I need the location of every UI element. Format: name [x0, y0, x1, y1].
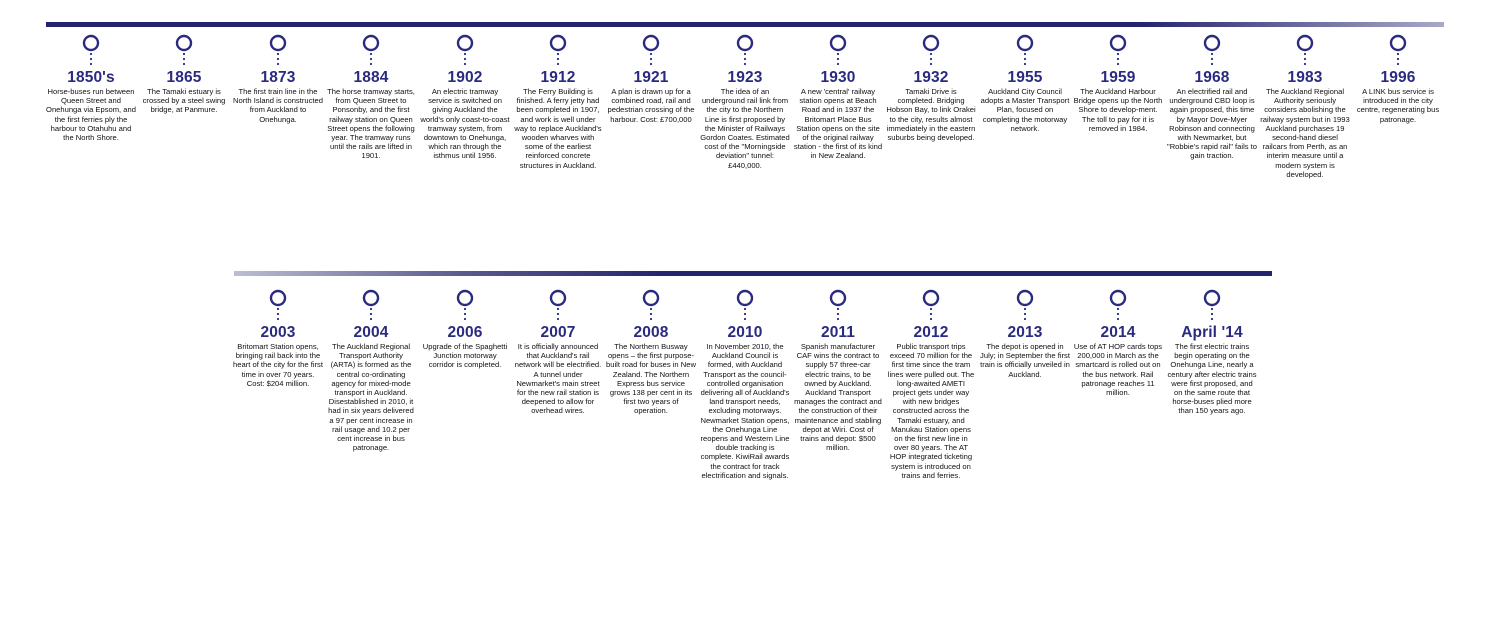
timeline-event: [420, 289, 510, 370]
connector-dot: [277, 53, 279, 55]
connector-dot: [464, 53, 466, 55]
event-description: The Tamaki estuary is crossed by a steel swing bridge, at Panmure.: [142, 87, 226, 115]
event-year: 1959: [1100, 69, 1136, 86]
connector-dot: [930, 53, 932, 55]
connector-dot: [1024, 308, 1026, 310]
timeline-event: [1167, 289, 1257, 416]
milestone-marker-icon: [921, 34, 941, 68]
milestone-marker-icon: [455, 289, 475, 323]
event-year: 1983: [1287, 69, 1323, 86]
milestone-ring-icon: [364, 291, 378, 305]
connector-dot: [650, 313, 652, 315]
timeline-event: [793, 289, 883, 452]
milestone-ring-icon: [458, 291, 472, 305]
event-description: The horse tramway starts, from Queen Street to Ponsonby, and the first railway station on Queen Street opens the following year. The tramway runs until the rails are lifted in 1901.: [327, 87, 415, 161]
milestone-marker-icon: [268, 34, 288, 68]
timeline-event: [233, 289, 323, 388]
event-year: 2010: [727, 324, 763, 341]
milestone-marker-icon: [1202, 34, 1222, 68]
connector-dot: [183, 53, 185, 55]
connector-dot: [650, 308, 652, 310]
connector-dot: [1117, 58, 1119, 60]
connector-dot: [1304, 58, 1306, 60]
timeline-event: [606, 289, 696, 416]
connector-dot: [1024, 318, 1026, 320]
event-description: The idea of an underground rail link from the city to the Northern Line is first proposed by the Minister of Railways Gordon Coates. Estimated cost of the "Morningside deviation" tunnel: £440,000.: [700, 87, 790, 170]
connector-dot: [370, 58, 372, 60]
milestone-marker-icon: [735, 34, 755, 68]
event-year: 2011: [820, 324, 856, 341]
milestone-marker-icon: [641, 289, 661, 323]
connector-dot: [1304, 53, 1306, 55]
milestone-marker-icon: [1015, 34, 1035, 68]
connector-dot: [183, 58, 185, 60]
milestone-ring-icon: [1391, 36, 1405, 50]
connector-dot: [744, 58, 746, 60]
event-year: 1923: [727, 69, 763, 86]
connector-dot: [650, 53, 652, 55]
timeline-event: [46, 34, 136, 142]
connector-dot: [183, 63, 185, 65]
connector-dot: [464, 63, 466, 65]
event-description: It is officially announced that Auckland's rail network will be electrified. A tunnel under Newmarket's main street for the new rail station is deepened to allow for overhead wires.: [514, 342, 602, 416]
connector-dot: [1117, 318, 1119, 320]
connector-dot: [1397, 53, 1399, 55]
event-year: 1968: [1194, 69, 1230, 86]
connector-dot: [1397, 58, 1399, 60]
event-description: The first train line in the North Island is constructed from Auckland to Onehunga.: [233, 87, 323, 124]
timeline-event: [700, 34, 790, 170]
milestone-ring-icon: [458, 36, 472, 50]
connector-dot: [1397, 63, 1399, 65]
event-year: 2007: [540, 324, 576, 341]
connector-dot: [1024, 313, 1026, 315]
milestone-marker-icon: [455, 34, 475, 68]
event-description: The Northern Busway opens – the first purpose-built road for buses in New Zealand. The Northern Express bus service grows 138 per cent in its first two years of operation.: [606, 342, 696, 416]
event-description: An electrified rail and underground CBD loop is again proposed, this time by Mayor Dove-Myer Robinson and connecting with Newmarket, but "Robbie's rapid rail" fails to gain traction.: [1167, 87, 1257, 161]
connector-dot: [90, 63, 92, 65]
connector-dot: [744, 313, 746, 315]
milestone-ring-icon: [1205, 36, 1219, 50]
event-description: Auckland City Council adopts a Master Transport Plan, focused on completing the motorway network.: [980, 87, 1070, 133]
event-description: The Auckland Harbour Bridge opens up the North Shore to develop-ment. The toll to pay for it is removed in 1984.: [1073, 87, 1163, 133]
event-description: Horse-buses run between Queen Street and Onehunga via Epsom, and the first ferries ply the harbour to Otahuhu and the North Shore.: [46, 87, 136, 143]
timeline-event: [886, 34, 976, 142]
event-description: Tamaki Drive is completed. Bridging Hobson Bay, to link Orakei to the city, results almost immediately in the eastern suburbs being developed.: [886, 87, 976, 143]
connector-dot: [464, 318, 466, 320]
event-year: 2006: [447, 324, 483, 341]
connector-dot: [1304, 63, 1306, 65]
connector-dot: [1117, 308, 1119, 310]
milestone-ring-icon: [1298, 36, 1312, 50]
connector-dot: [90, 53, 92, 55]
event-year: 1912: [540, 69, 576, 86]
event-year: 2004: [353, 324, 389, 341]
timeline-event: [233, 34, 323, 124]
connector-dot: [1024, 58, 1026, 60]
connector-dot: [557, 308, 559, 310]
event-year: 2014: [1100, 324, 1136, 341]
event-year: 1921: [633, 69, 669, 86]
event-year: April '14: [1181, 324, 1243, 341]
connector-dot: [277, 58, 279, 60]
connector-dot: [837, 313, 839, 315]
milestone-marker-icon: [548, 289, 568, 323]
milestone-marker-icon: [828, 34, 848, 68]
milestone-ring-icon: [924, 291, 938, 305]
connector-dot: [370, 63, 372, 65]
connector-dot: [277, 313, 279, 315]
event-description: Public transport trips exceed 70 million for the first time since the tram lines were pulled out. The long-awaited AMETI project gets under way with new bridges constructed across the Tamaki estuary, and Manukau Station opens on the first new line in over 80 years. The AT HOP integrated ticketing system is introduced on trains and ferries.: [887, 342, 975, 480]
timeline-event: [139, 34, 229, 115]
connector-dot: [464, 308, 466, 310]
milestone-marker-icon: [1295, 34, 1315, 68]
milestone-marker-icon: [1108, 289, 1128, 323]
milestone-marker-icon: [1388, 34, 1408, 68]
milestone-ring-icon: [738, 36, 752, 50]
event-description: Britomart Station opens, bringing rail back into the heart of the city for the first time in over 70 years. Cost: $204 million.: [233, 342, 323, 388]
event-year: 1955: [1007, 69, 1043, 86]
milestone-ring-icon: [177, 36, 191, 50]
connector-dot: [930, 318, 932, 320]
milestone-ring-icon: [84, 36, 98, 50]
milestone-ring-icon: [1205, 291, 1219, 305]
event-description: A LINK bus service is introduced in the city centre, regenerating bus patronage.: [1356, 87, 1440, 124]
timeline-event: [420, 34, 510, 161]
connector-dot: [1211, 308, 1213, 310]
event-description: A new 'central' railway station opens at Beach Road and in 1937 the Britomart Place Bus Station opens on the site of the original railway station - the first of its kind in New Zealand.: [793, 87, 883, 161]
connector-dot: [370, 313, 372, 315]
timeline-row-1: [0, 34, 1494, 179]
event-description: The Auckland Regional Authority seriously considers abolishing the railway system but in 1993 Auckland purchases 19 second-hand diesel railcars from Perth, as an interim measure until a modern system is developed.: [1260, 87, 1350, 179]
event-year: 1865: [166, 69, 202, 86]
connector-dot: [1117, 53, 1119, 55]
event-description: Use of AT HOP cards tops 200,000 in March as the smartcard is rolled out on the bus network. Rail patronage reaches 11 million.: [1073, 342, 1163, 398]
milestone-marker-icon: [361, 34, 381, 68]
timeline-event: [606, 34, 696, 124]
connector-dot: [837, 318, 839, 320]
milestone-ring-icon: [738, 291, 752, 305]
milestone-ring-icon: [924, 36, 938, 50]
timeline-event: [1073, 34, 1163, 133]
connector-dot: [1117, 63, 1119, 65]
event-description: In November 2010, the Auckland Council is formed, with Auckland Transport as the council-controlled organisation delivering all of Auckland's land transport needs, excluding motorways. Newmarket Station opens, the Onehunga Line reopens and Western Line double tracking is complete. KiwiRail awards the contract for track electrification and signals.: [700, 342, 790, 480]
connector-dot: [744, 308, 746, 310]
connector-dot: [650, 318, 652, 320]
milestone-marker-icon: [268, 289, 288, 323]
timeline-event: [1353, 34, 1443, 124]
timeline-event: [513, 289, 603, 416]
milestone-marker-icon: [921, 289, 941, 323]
connector-dot: [837, 63, 839, 65]
connector-dot: [370, 308, 372, 310]
milestone-ring-icon: [831, 36, 845, 50]
event-year: 2013: [1007, 324, 1043, 341]
event-description: Upgrade of the Spaghetti Junction motorway corridor is completed.: [422, 342, 508, 370]
milestone-marker-icon: [1202, 289, 1222, 323]
event-year: 2012: [913, 324, 949, 341]
connector-dot: [650, 58, 652, 60]
milestone-ring-icon: [271, 291, 285, 305]
milestone-ring-icon: [551, 291, 565, 305]
milestone-ring-icon: [644, 36, 658, 50]
timeline-event: [1167, 34, 1257, 161]
event-description: Spanish manufacturer CAF wins the contract to supply 57 three-car electric trains, to be owned by Auckland. Auckland Transport manages the contract and the construction of their maintenance and stabling depot at Wiri. Cost of trains and depot: $500 million.: [794, 342, 882, 453]
milestone-marker-icon: [641, 34, 661, 68]
timeline-event: [326, 34, 416, 161]
milestone-ring-icon: [644, 291, 658, 305]
connector-dot: [370, 53, 372, 55]
milestone-ring-icon: [271, 36, 285, 50]
milestone-ring-icon: [1018, 291, 1032, 305]
event-description: The depot is opened in July; in September the first train is officially unveiled in Auckland.: [980, 342, 1070, 379]
event-year: 1996: [1380, 69, 1416, 86]
milestone-marker-icon: [174, 34, 194, 68]
connector-dot: [1024, 53, 1026, 55]
milestone-ring-icon: [551, 36, 565, 50]
connector-dot: [370, 318, 372, 320]
connector-dot: [837, 308, 839, 310]
milestone-marker-icon: [828, 289, 848, 323]
event-description: The Auckland Regional Transport Authority (ARTA) is formed as the central co-ordinating agency for mixed-mode transport in Auckland. Disestablished in 2010, it had in six years delivered a 97 per cent increase in rail usage and 10.2 per cent increase in bus patronage.: [328, 342, 414, 453]
connector-dot: [557, 53, 559, 55]
milestone-ring-icon: [1018, 36, 1032, 50]
event-year: 1932: [913, 69, 949, 86]
connector-dot: [277, 308, 279, 310]
connector-dot: [1211, 63, 1213, 65]
milestone-ring-icon: [364, 36, 378, 50]
event-year: 1930: [820, 69, 856, 86]
milestone-marker-icon: [1015, 289, 1035, 323]
milestone-marker-icon: [735, 289, 755, 323]
timeline-event: [980, 34, 1070, 133]
connector-dot: [1117, 313, 1119, 315]
connector-dot: [557, 313, 559, 315]
connector-dot: [837, 53, 839, 55]
event-year: 1884: [353, 69, 389, 86]
event-description: A plan is drawn up for a combined road, rail and pedestrian crossing of the harbour. Cost: £700,000: [607, 87, 695, 124]
timeline-event: [1073, 289, 1163, 397]
timeline-event: [326, 289, 416, 452]
connector-dot: [1211, 313, 1213, 315]
event-year: 1873: [260, 69, 296, 86]
connector-dot: [930, 58, 932, 60]
connector-dot: [1024, 63, 1026, 65]
timeline-event: [793, 34, 883, 161]
connector-dot: [1211, 53, 1213, 55]
connector-dot: [1211, 318, 1213, 320]
event-description: The Ferry Building is finished. A ferry jetty had been completed in 1907, and work is well under way to replace Auckland's wooden wharves with some of the earliest reinforced concrete structures in Auckland.: [514, 87, 602, 170]
connector-dot: [744, 318, 746, 320]
timeline-event: [513, 34, 603, 170]
milestone-ring-icon: [1111, 291, 1125, 305]
connector-dot: [277, 318, 279, 320]
connector-dot: [277, 63, 279, 65]
connector-dot: [464, 58, 466, 60]
event-year: 2008: [633, 324, 669, 341]
connector-dot: [557, 318, 559, 320]
event-description: An electric tramway service is switched on giving Auckland the world's only coast-to-coast tramway system, from downtown to Onehunga, which ran through the isthmus until 1956.: [420, 87, 510, 161]
event-description: The first electric trains begin operating on the Onehunga Line, nearly a century after electric trains were first proposed, and on the same route that horse-buses plied more than 150 years ago.: [1167, 342, 1257, 416]
connector-dot: [1211, 58, 1213, 60]
connector-dot: [930, 63, 932, 65]
milestone-marker-icon: [1108, 34, 1128, 68]
milestone-ring-icon: [1111, 36, 1125, 50]
connector-dot: [650, 63, 652, 65]
connector-dot: [930, 308, 932, 310]
connector-dot: [557, 58, 559, 60]
event-year: 2003: [260, 324, 296, 341]
connector-dot: [464, 313, 466, 315]
milestone-ring-icon: [831, 291, 845, 305]
connector-dot: [930, 313, 932, 315]
timeline-line-bottom: [234, 271, 1272, 276]
connector-dot: [744, 63, 746, 65]
connector-dot: [837, 58, 839, 60]
milestone-marker-icon: [548, 34, 568, 68]
timeline-event: [700, 289, 790, 480]
timeline-event: [980, 289, 1070, 379]
timeline-event: [886, 289, 976, 480]
timeline-row-2: [0, 289, 1494, 480]
event-year: 1850's: [67, 69, 115, 86]
milestone-marker-icon: [81, 34, 101, 68]
connector-dot: [557, 63, 559, 65]
event-year: 1902: [447, 69, 483, 86]
connector-dot: [90, 58, 92, 60]
milestone-marker-icon: [361, 289, 381, 323]
timeline-event: [1260, 34, 1350, 179]
connector-dot: [744, 53, 746, 55]
timeline-line-top: [46, 22, 1444, 27]
